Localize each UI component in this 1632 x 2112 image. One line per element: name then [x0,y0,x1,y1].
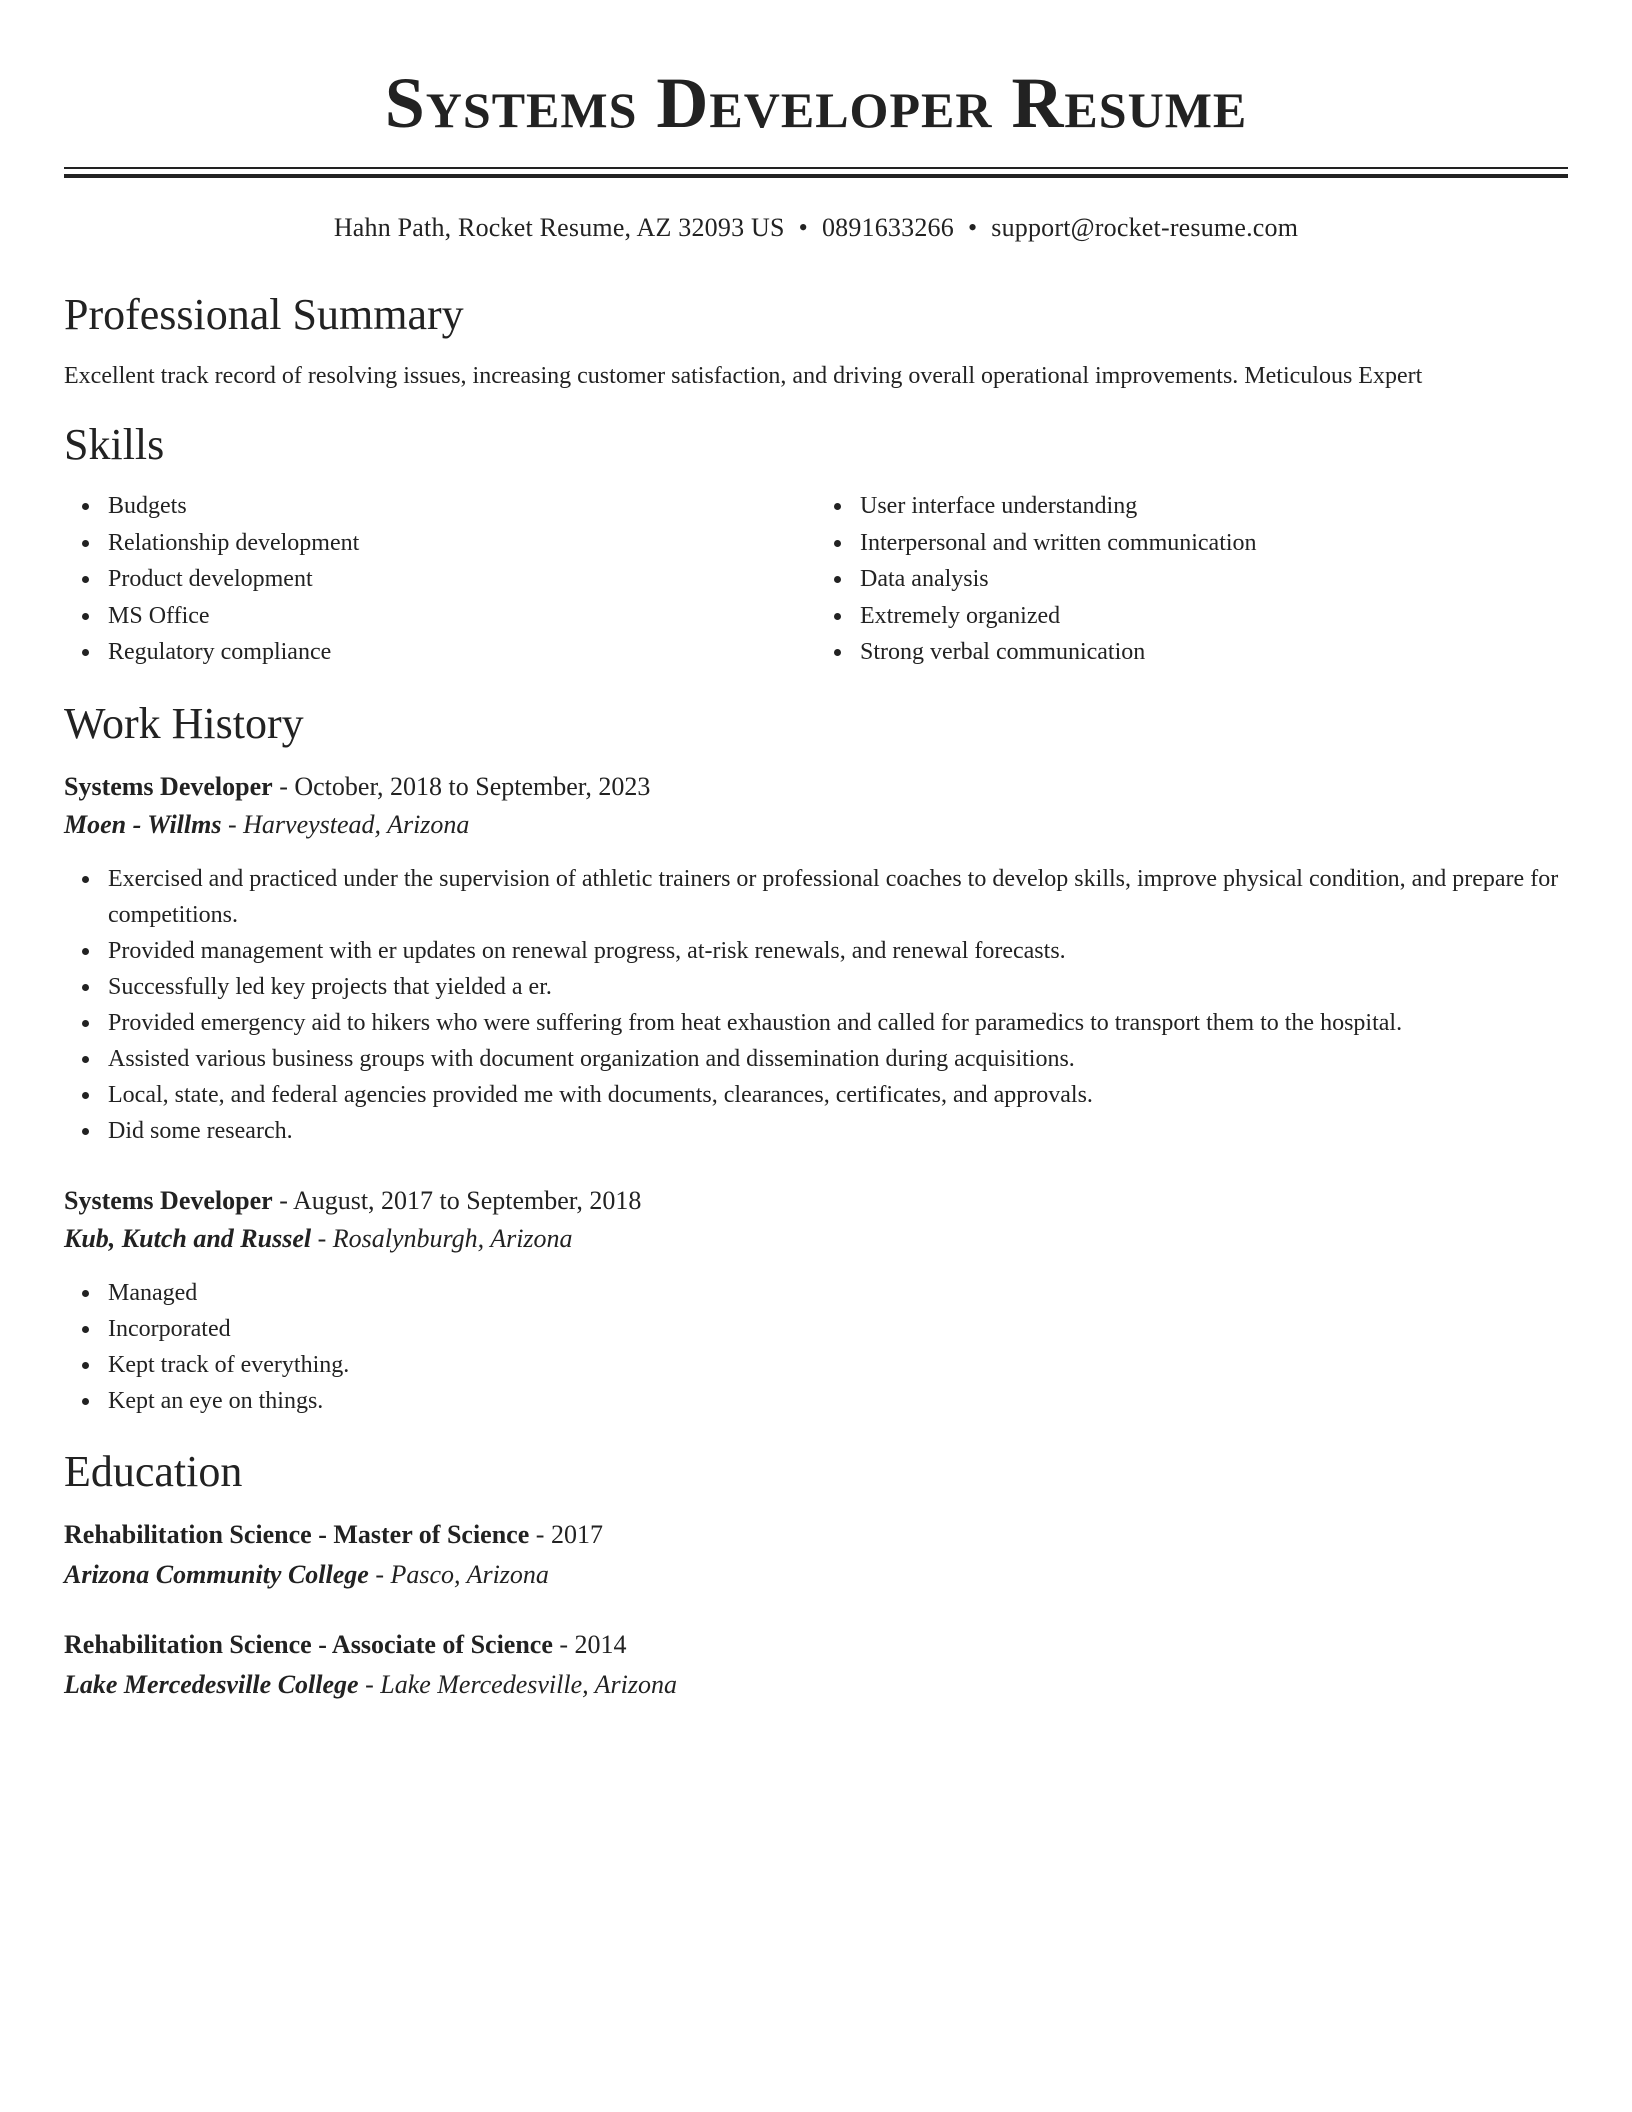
contact-phone: 0891633266 [821,213,954,242]
contact-separator: • [798,213,808,242]
skills-heading: Skills [64,420,165,469]
job-dates: August, 2017 to September, 2018 [292,1185,642,1215]
work-history-heading: Work History [64,698,304,748]
job-duty-item: Exercised and practiced under the supervision of athletic trainers or professional coaches to develop skills, improve physical condition, and prepare for competitions. [108,861,1568,933]
job-dates: October, 2018 to September, 2023 [294,771,651,801]
job-entry [64,1183,1568,1419]
skill-item: Budgets [108,488,816,525]
degree-name: Rehabilitation Science - Associate of Science [64,1629,553,1659]
summary-text: Excellent track record of resolving issues, increasing customer satisfaction, and driving overall operational improvements. Meticulous Expert [64,363,1423,389]
degree-dash: - [535,1519,545,1549]
school-location: Pasco, Arizona [390,1559,549,1589]
job-duty-item: Successfully led key projects that yielded a er. [108,969,1568,1005]
job-duty-item: Assisted various business groups with document organization and dissemination during acquisitions. [108,1041,1568,1077]
job-duty-item: Provided emergency aid to hikers who were suffering from heat exhaustion and called for paramedics to transport them to the hospital. [108,1005,1568,1041]
job-company: Moen - Willms [64,809,222,839]
skill-item: Strong verbal communication [860,634,1568,671]
skill-item: Data analysis [860,561,1568,598]
school-dash: - [375,1559,384,1589]
contact-address: Hahn Path, Rocket Resume, AZ 32093 US [333,213,785,242]
education-heading: Education [64,1446,243,1496]
school-location: Lake Mercedesville, Arizona [380,1669,677,1699]
degree-line [64,1517,1568,1553]
job-duties-list [64,1275,1568,1419]
skill-item: User interface understanding [860,488,1568,525]
skills-list [64,488,1568,671]
education-entry [64,1627,1568,1703]
job-company-line [64,805,1568,845]
contact-email: support@rocket-resume.com [991,213,1299,242]
job-entry [64,769,1568,1149]
job-location: Harveystead, Arizona [243,809,470,839]
job-duty-item: Incorporated [108,1311,1568,1347]
job-title: Systems Developer [64,1185,273,1215]
degree-line [64,1627,1568,1663]
school-line [64,1667,1568,1703]
job-duty-item: Kept an eye on things. [108,1383,1568,1419]
school-line [64,1557,1568,1593]
title-divider-thin [64,167,1568,169]
summary-heading: Professional Summary [64,290,464,339]
job-duty-item: Kept track of everything. [108,1347,1568,1383]
job-duty-item: Local, state, and federal agencies provided me with documents, clearances, certificates, and approvals. [108,1077,1568,1113]
contact-separator: • [967,213,978,242]
skill-item: Extremely organized [860,598,1568,635]
job-company-line [64,1219,1568,1259]
degree-dash: - [559,1629,569,1659]
job-title-line [64,1183,1568,1219]
job-company: Kub, Kutch and Russel [64,1223,312,1253]
job-duty-item: Provided management with er updates on renewal progress, at-risk renewals, and renewal forecasts. [108,933,1568,969]
job-dash: - [279,1185,288,1215]
page-title: Systems Developer Resume [384,63,1248,143]
job-duty-item: Did some research. [108,1113,1568,1149]
school-dash: - [365,1669,374,1699]
skill-item: Interpersonal and written communication [860,525,1568,562]
job-dash: - [317,1223,327,1253]
skills-column-left [64,488,816,671]
skill-item: Regulatory compliance [108,634,816,671]
school-name: Lake Mercedesville College [64,1669,359,1699]
contact-line [64,212,1568,244]
school-name: Arizona Community College [64,1559,369,1589]
degree-name: Rehabilitation Science - Master of Science [64,1519,530,1549]
job-title: Systems Developer [64,771,273,801]
degree-year: 2014 [574,1629,627,1659]
job-dash: - [227,809,237,839]
job-duty-item: Managed [108,1275,1568,1311]
skill-item: MS Office [108,598,816,635]
skill-item: Product development [108,561,816,598]
job-duties-list [64,861,1568,1149]
job-title-line [64,769,1568,805]
degree-year: 2017 [550,1519,603,1549]
skills-column-right [816,488,1568,671]
education-entry [64,1517,1568,1593]
skill-item: Relationship development [108,525,816,562]
job-location: Rosalynburgh, Arizona [332,1223,573,1253]
job-dash: - [279,771,288,801]
title-divider-thick [64,174,1568,178]
